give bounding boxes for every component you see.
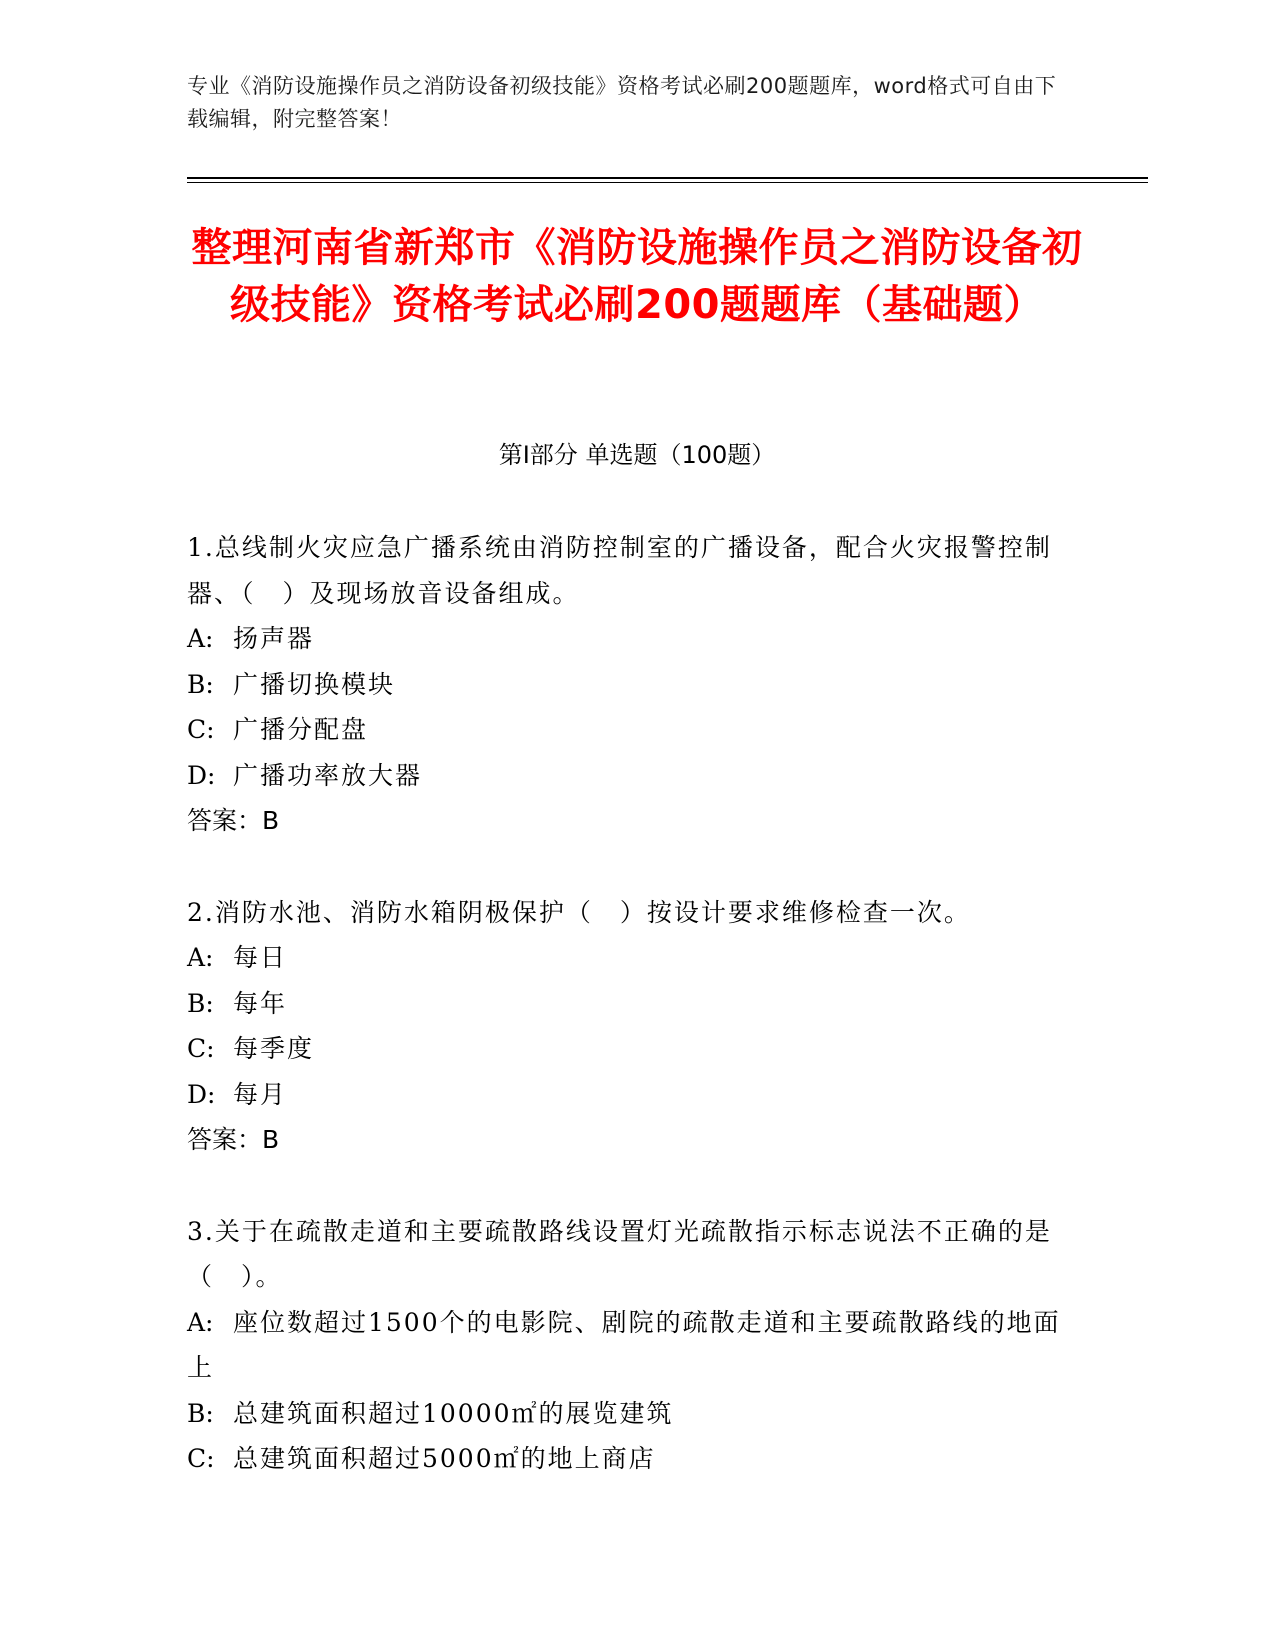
option-a [187,616,1067,662]
option-text: 每月 [233,1079,288,1109]
option-c [187,1026,1067,1072]
header-divider-thick [187,177,1148,179]
section-title: 第Ⅰ部分 单选题（100题） [498,441,776,469]
question-stem: 2.消防水池、消防水箱阴极保护（ ）按设计要求维修检查一次。 [187,897,971,927]
answer-line: 答案：B [187,806,280,835]
option-text: 每日 [233,943,288,972]
option-text: 扬声器 [233,624,315,653]
option-letter: C: [187,715,215,744]
option-b [187,981,1067,1027]
option-text: 广播切换模块 [233,669,396,699]
option-text: 每年 [233,988,288,1018]
document-title: 整理河南省新郑市《消防设施操作员之消防设备初级技能》资格考试必刷200题题库（基础题） [191,225,1083,328]
option-letter: A: [187,943,214,972]
question-stem: 1.总线制火灾应急广播系统由消防控制室的广播设备，配合火灾报警控制器、（ ）及现场放音设备组成。 [187,533,1052,608]
option-b [187,662,1067,708]
question-list [187,525,1067,1528]
option-letter: C: [187,1034,215,1063]
option-text: 总建筑面积超过10000㎡的展览建筑 [233,1398,674,1428]
option-text: 座位数超过1500个的电影院、剧院的疏散走道和主要疏散路线的地面上 [187,1307,1061,1382]
option-b [187,1391,1067,1437]
question-item [187,1209,1067,1482]
option-d [187,1072,1067,1118]
option-letter: B: [187,669,214,699]
option-letter: C: [187,1444,215,1473]
answer-line: 答案：B [187,1125,280,1154]
option-letter: A: [187,624,214,653]
option-c [187,1436,1067,1482]
option-text: 广播分配盘 [233,715,369,744]
option-text: 每季度 [233,1034,315,1063]
option-letter: D: [187,760,216,790]
option-a [187,935,1067,981]
header-divider-thin [187,182,1148,183]
option-letter: A: [187,1307,214,1337]
question-item [187,525,1067,844]
question-stem: 3.关于在疏散走道和主要疏散路线设置灯光疏散指示标志说法不正确的是（ ）。 [187,1216,1052,1291]
option-c [187,707,1067,753]
option-a [187,1300,1067,1391]
option-text: 总建筑面积超过5000㎡的地上商店 [233,1444,656,1473]
option-letter: B: [187,988,214,1018]
option-letter: D: [187,1079,216,1109]
question-item [187,890,1067,1163]
option-letter: B: [187,1398,214,1428]
header-note: 专业《消防设施操作员之消防设备初级技能》资格考试必刷200题题库，word格式可自由下载编辑，附完整答案！ [187,74,1057,131]
option-d [187,753,1067,799]
option-text: 广播功率放大器 [233,760,423,790]
